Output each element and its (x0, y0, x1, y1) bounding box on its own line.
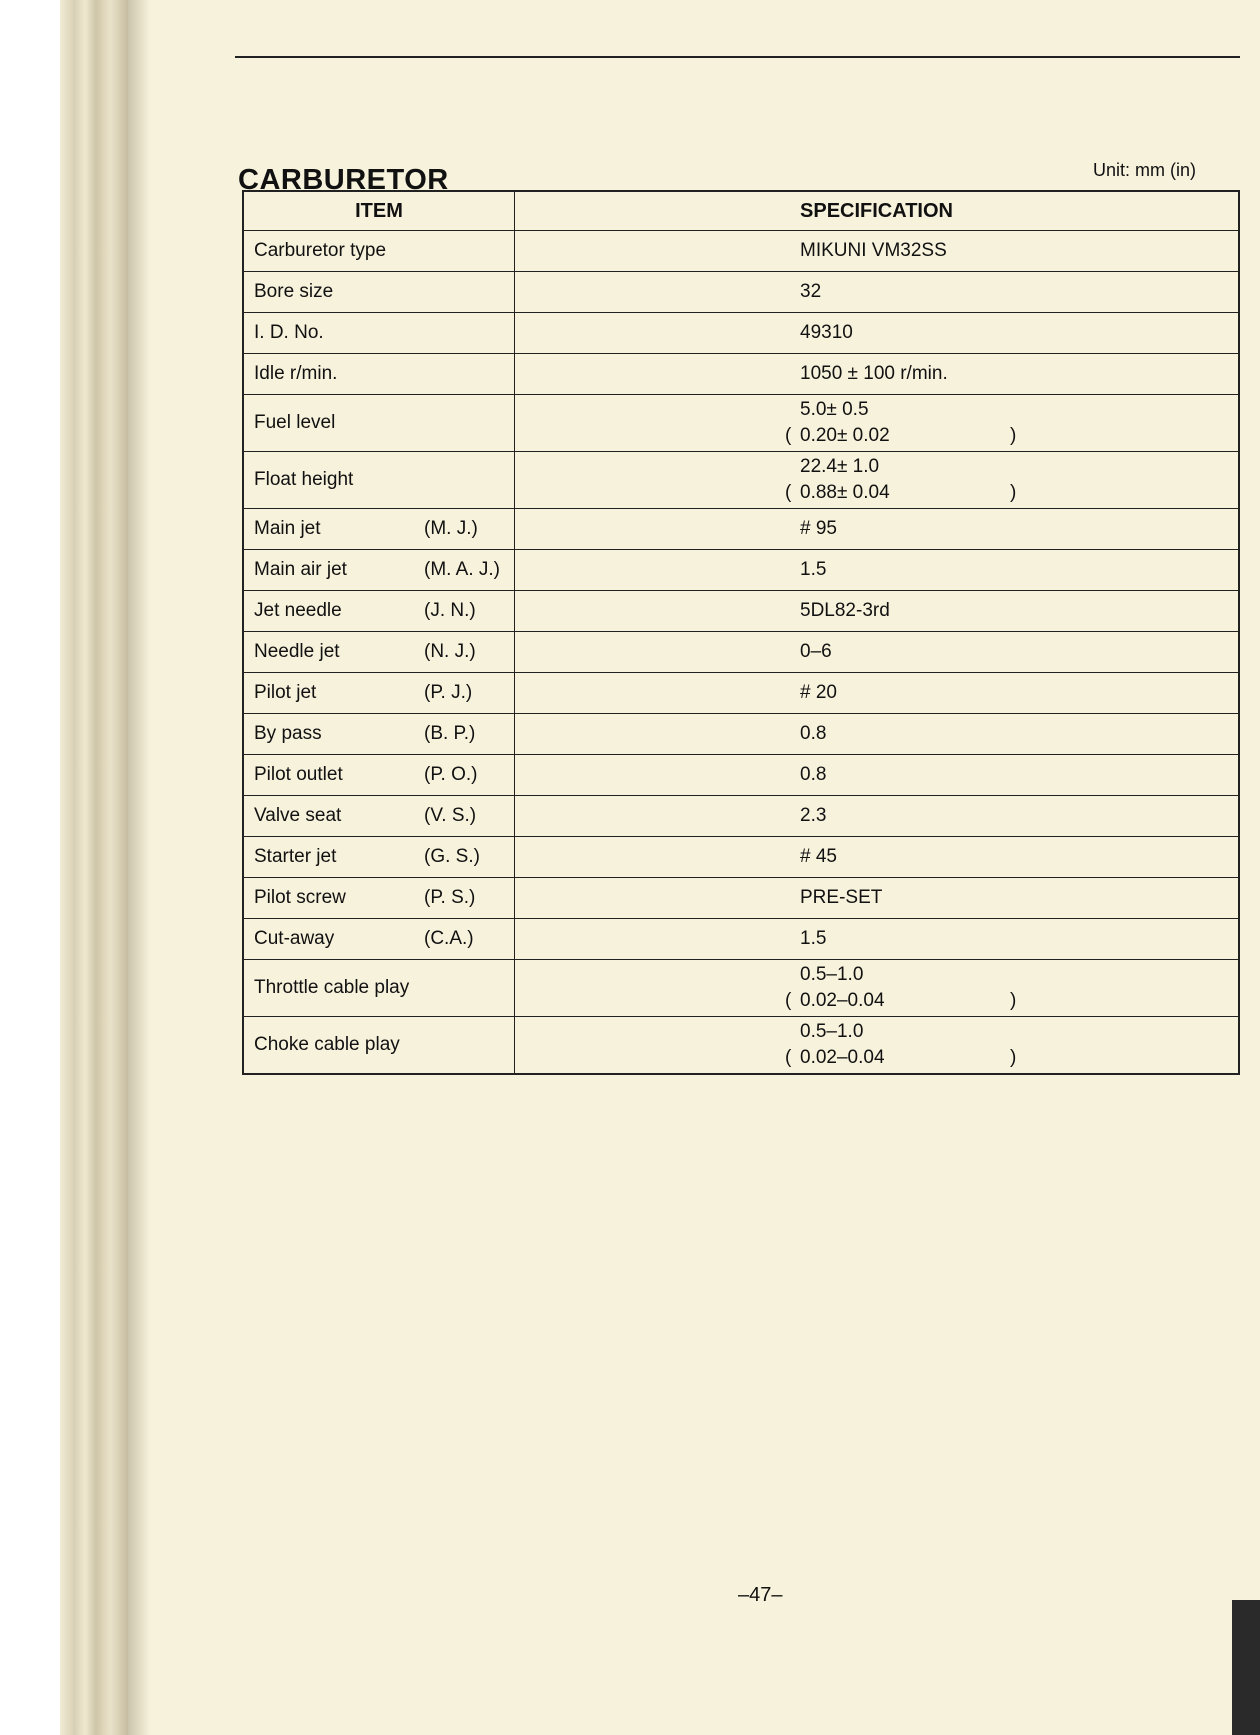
table-row (243, 837, 1239, 878)
paren-close: ) (1010, 425, 1017, 446)
table-row (243, 673, 1239, 714)
spec-line (525, 598, 1228, 624)
table-row (243, 919, 1239, 960)
item-abbreviation: (P. J.) (424, 682, 473, 703)
book-page-edges (60, 0, 132, 1735)
table-row (243, 395, 1239, 452)
spec-line (525, 844, 1228, 870)
table-row (243, 960, 1239, 1017)
item-cell (243, 796, 515, 837)
paren-close: ) (1010, 990, 1017, 1011)
spec-line (525, 1019, 1228, 1045)
specification-cell (515, 591, 1240, 632)
spec-value: # 95 (800, 518, 837, 539)
item-name: Pilot jet (254, 682, 317, 703)
specification-cell (515, 919, 1240, 960)
spec-value: 49310 (800, 322, 853, 343)
spec-value: 22.4± 1.0 (800, 456, 880, 477)
specification-cell (515, 509, 1240, 550)
table-row (243, 313, 1239, 354)
spec-value: 0.5–1.0 (800, 1021, 864, 1042)
item-cell (243, 919, 515, 960)
table-row (243, 272, 1239, 313)
item-name: Main air jet (254, 559, 347, 580)
spec-line (525, 721, 1228, 747)
spec-value: 5.0± 0.5 (800, 399, 869, 420)
spec-value: 1.5 (800, 928, 827, 949)
spec-value: PRE-SET (800, 887, 883, 908)
item-name: Jet needle (254, 600, 342, 621)
item-abbreviation: (N. J.) (424, 641, 476, 662)
table-row (243, 452, 1239, 509)
spec-value: 0.8 (800, 764, 827, 785)
item-abbreviation: (P. S.) (424, 887, 476, 908)
spec-line (525, 988, 1228, 1014)
item-abbreviation: (M. J.) (424, 518, 478, 539)
spec-value: 32 (800, 281, 822, 302)
item-name: Float height (254, 469, 354, 490)
spec-line (525, 423, 1228, 449)
paren-open: ( (785, 1047, 792, 1068)
specification-cell (515, 395, 1240, 452)
specification-cell (515, 272, 1240, 313)
specification-cell (515, 231, 1240, 272)
table-row (243, 231, 1239, 272)
item-cell (243, 509, 515, 550)
spec-value: 0.5–1.0 (800, 964, 864, 985)
spec-value: 0–6 (800, 641, 832, 662)
paren-open: ( (785, 425, 792, 446)
item-cell (243, 714, 515, 755)
item-name: Bore size (254, 281, 334, 302)
header-specification: SPECIFICATION (515, 191, 1240, 231)
spec-value: 0.8 (800, 723, 827, 744)
item-name: Carburetor type (254, 240, 387, 261)
specification-cell (515, 837, 1240, 878)
header-rule (235, 56, 1240, 58)
spec-value: MIKUNI VM32SS (800, 240, 947, 261)
table-row (243, 755, 1239, 796)
spec-value: # 20 (800, 682, 837, 703)
table-row (243, 796, 1239, 837)
item-name: Cut-away (254, 928, 335, 949)
item-cell (243, 960, 515, 1017)
specification-cell (515, 714, 1240, 755)
table-row (243, 632, 1239, 673)
specification-cell (515, 796, 1240, 837)
specification-cell (515, 878, 1240, 919)
specification-cell (515, 1017, 1240, 1075)
item-name: Idle r/min. (254, 363, 338, 384)
item-cell (243, 272, 515, 313)
specification-cell (515, 354, 1240, 395)
spec-line (525, 1045, 1228, 1071)
item-abbreviation: (C.A.) (424, 928, 474, 949)
section-title: CARBURETOR (238, 164, 449, 196)
spine-shadow (128, 0, 150, 1735)
spec-line (525, 238, 1228, 264)
scan-background-corner (1232, 1600, 1260, 1735)
specification-cell (515, 452, 1240, 509)
paren-open: ( (785, 990, 792, 1011)
carburetor-spec-table (242, 190, 1240, 1075)
paren-close: ) (1010, 1047, 1017, 1068)
item-cell (243, 313, 515, 354)
spec-line (525, 557, 1228, 583)
item-cell (243, 395, 515, 452)
table-row (243, 714, 1239, 755)
table-row (243, 878, 1239, 919)
spec-value: 1050 ± 100 r/min. (800, 363, 948, 384)
table-row (243, 591, 1239, 632)
spec-value: 5DL82-3rd (800, 600, 890, 621)
header-item: ITEM (243, 191, 515, 231)
item-name: Fuel level (254, 412, 336, 433)
spec-value: 1.5 (800, 559, 827, 580)
paren-open: ( (785, 482, 792, 503)
item-cell (243, 591, 515, 632)
item-abbreviation: (P. O.) (424, 764, 478, 785)
item-cell (243, 878, 515, 919)
item-name: I. D. No. (254, 322, 324, 343)
spec-line (525, 762, 1228, 788)
item-cell (243, 452, 515, 509)
spec-value: 2.3 (800, 805, 827, 826)
table-body (243, 231, 1239, 1075)
specification-cell (515, 960, 1240, 1017)
spec-line (525, 885, 1228, 911)
unit-note: Unit: mm (in) (1093, 160, 1196, 180)
spec-value: 0.88± 0.04 (800, 482, 890, 503)
item-name: Pilot screw (254, 887, 346, 908)
item-abbreviation: (M. A. J.) (424, 559, 500, 580)
spec-line (525, 480, 1228, 506)
item-cell (243, 837, 515, 878)
spec-line (525, 516, 1228, 542)
item-name: Needle jet (254, 641, 340, 662)
spec-line (525, 803, 1228, 829)
item-abbreviation: (G. S.) (424, 846, 480, 867)
item-name: Main jet (254, 518, 321, 539)
item-cell (243, 755, 515, 796)
specification-cell (515, 313, 1240, 354)
specification-cell (515, 632, 1240, 673)
specification-cell (515, 673, 1240, 714)
item-name: By pass (254, 723, 322, 744)
spec-line (525, 639, 1228, 665)
item-abbreviation: (B. P.) (424, 723, 476, 744)
item-cell (243, 1017, 515, 1075)
table-row (243, 509, 1239, 550)
item-abbreviation: (J. N.) (424, 600, 476, 621)
table-row (243, 1017, 1239, 1075)
table-row (243, 354, 1239, 395)
page-number: –47– (738, 1584, 783, 1606)
item-name: Starter jet (254, 846, 337, 867)
item-name: Throttle cable play (254, 977, 410, 998)
table-header-row (243, 191, 1239, 231)
spec-line (525, 361, 1228, 387)
item-name: Pilot outlet (254, 764, 343, 785)
specification-cell (515, 755, 1240, 796)
table-row (243, 550, 1239, 591)
spec-value: 0.02–0.04 (800, 990, 885, 1011)
spec-line (525, 962, 1228, 988)
spec-value: # 45 (800, 846, 837, 867)
specification-cell (515, 550, 1240, 591)
item-cell (243, 550, 515, 591)
item-cell (243, 354, 515, 395)
item-cell (243, 632, 515, 673)
spec-line (525, 279, 1228, 305)
spec-value: 0.20± 0.02 (800, 425, 890, 446)
item-cell (243, 673, 515, 714)
spec-value: 0.02–0.04 (800, 1047, 885, 1068)
spec-line (525, 680, 1228, 706)
item-name: Valve seat (254, 805, 342, 826)
item-abbreviation: (V. S.) (424, 805, 477, 826)
spec-line (525, 926, 1228, 952)
spec-line (525, 454, 1228, 480)
item-name: Choke cable play (254, 1034, 400, 1055)
spec-line (525, 320, 1228, 346)
paren-close: ) (1010, 482, 1017, 503)
item-cell (243, 231, 515, 272)
spec-line (525, 397, 1228, 423)
